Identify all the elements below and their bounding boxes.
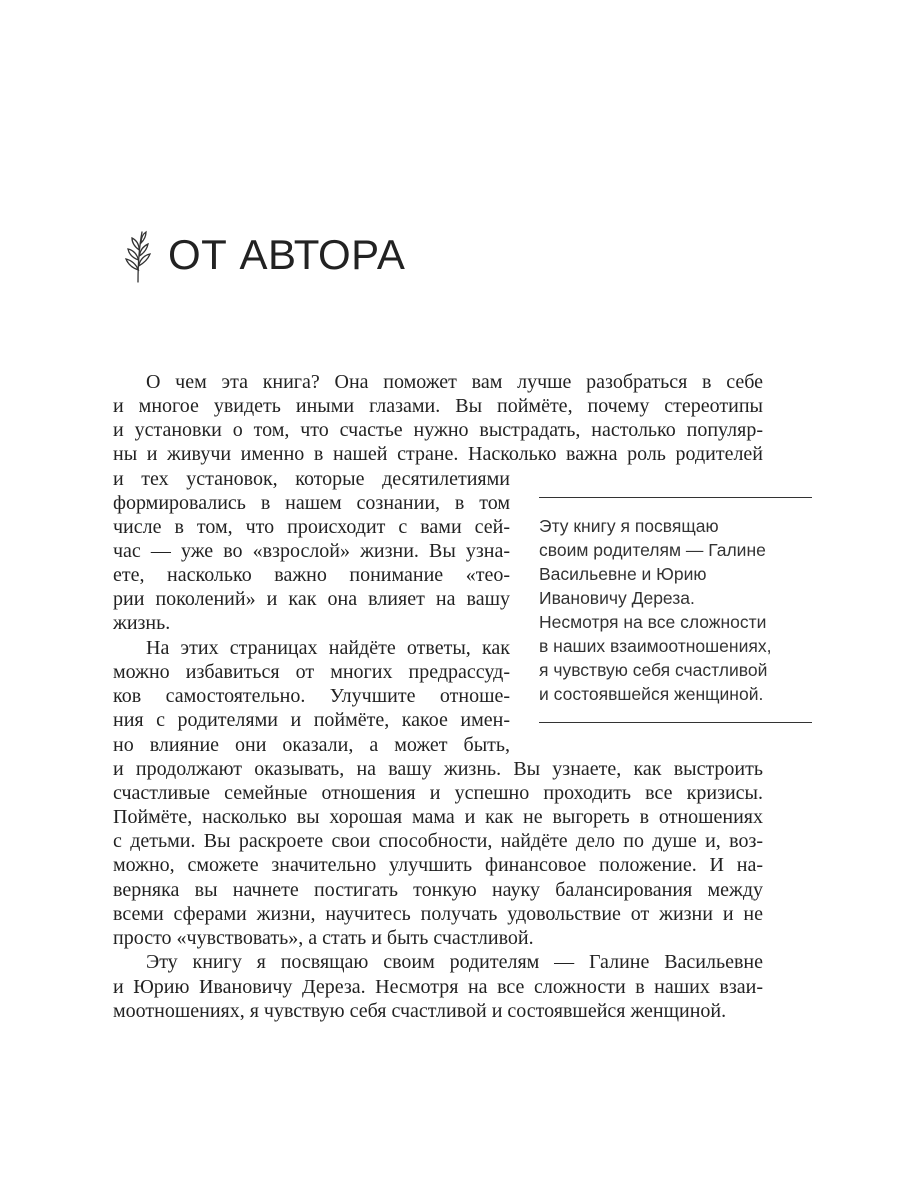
text-line: но влияние они оказали, а может быть,	[113, 734, 510, 756]
text-line: ете, насколько важно понимание «тео-	[113, 564, 510, 586]
sidebar-line: в наших взаимоотношениях,	[539, 636, 772, 656]
text-line: формировались в нашем сознании, в том	[113, 492, 510, 514]
sidebar-line: Ивановичу Дереза.	[539, 588, 695, 608]
sidebar-line: своим родителям — Галине	[539, 540, 766, 560]
text-line: час — уже во «взрослой» жизни. Вы узна-	[113, 540, 510, 562]
sidebar-line: Несмотря на все сложности	[539, 612, 767, 632]
chapter-heading	[120, 225, 405, 285]
text-line: и установки о том, что счастье нужно выстрадать, настолько популяр-	[113, 419, 763, 441]
text-line: можно, сможете значительно улучшить финансовое положение. И на-	[113, 854, 763, 876]
text-line: можно избавиться от многих предрассуд-	[113, 661, 510, 683]
text-line: верняка вы начнете постигать тонкую науку балансирования между	[113, 879, 763, 901]
text-line: и тех установок, которые десятилетиями	[113, 468, 510, 490]
text-line: и Юрию Ивановичу Дереза. Несмотря на все сложности в наших взаи-	[113, 976, 763, 998]
text-line: просто «чувствовать», а стать и быть счастливой.	[113, 927, 534, 949]
text-line: Поймёте, насколько вы хорошая мама и как не выгореть в отношениях	[113, 806, 763, 828]
sidebar-line: я чувствую себя счастливой	[539, 660, 768, 680]
text-line: моотношениях, я чувствую себя счастливой и состоявшейся женщиной.	[113, 1000, 727, 1022]
text-line: ны и живучи именно в нашей стране. Насколько важна роль родителей	[113, 443, 763, 465]
text-line: и многое увидеть иными глазами. Вы поймёте, почему стереотипы	[113, 395, 763, 417]
text-line: На этих страницах найдёте ответы, как	[146, 637, 510, 659]
sprig-icon	[120, 226, 156, 284]
text-line: Эту книгу я посвящаю своим родителям — Галине Васильевне	[146, 951, 763, 973]
sidebar-top-rule	[539, 497, 812, 498]
text-line: О чем эта книга? Она поможет вам лучше разобраться в себе	[146, 371, 763, 393]
sidebar-line: Васильевне и Юрию	[539, 564, 707, 584]
text-line: всеми сферами жизни, научитесь получать удовольствие от жизни и не	[113, 903, 763, 925]
chapter-title: ОТ АВТОРА	[168, 231, 406, 278]
text-line: ния с родителями и поймёте, какое имен-	[113, 709, 510, 731]
text-line: рии поколений» и как она влияет на вашу	[113, 588, 510, 610]
text-line: и продолжают оказывать, на вашу жизнь. Вы узнаете, как выстроить	[113, 758, 763, 780]
sidebar-bottom-rule	[539, 722, 812, 723]
sidebar-line: Эту книгу я посвящаю	[539, 516, 719, 536]
text-line: с детьми. Вы раскроете свои способности, найдёте дело по душе и, воз-	[113, 830, 763, 852]
sidebar-line: и состоявшейся женщиной.	[539, 684, 764, 704]
text-line: числе в том, что происходит с вами сей-	[113, 516, 510, 538]
text-line: жизнь.	[113, 612, 171, 634]
text-line: ков самостоятельно. Улучшите отноше-	[113, 685, 510, 707]
text-line: счастливые семейные отношения и успешно проходить все кризисы.	[113, 782, 763, 804]
